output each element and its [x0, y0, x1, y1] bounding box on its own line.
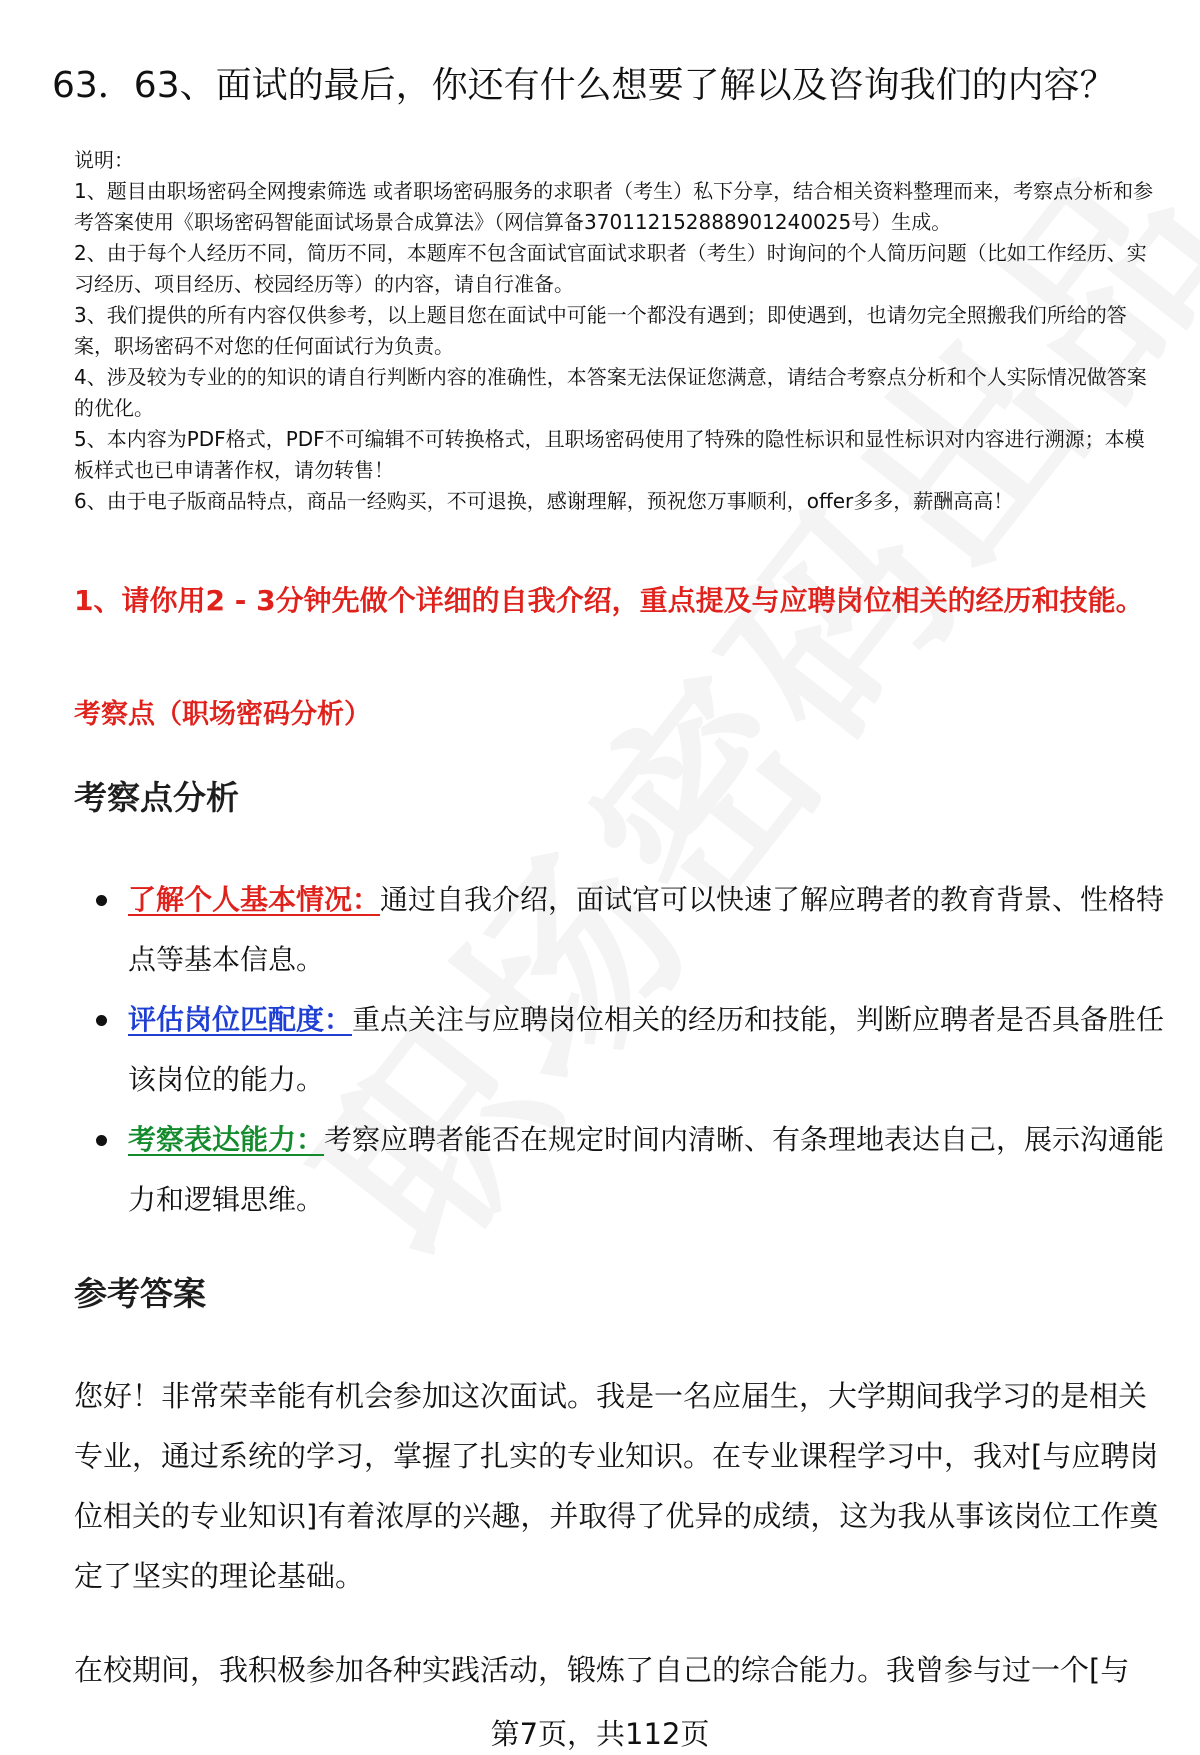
note-item: 1、题目由职场密码全网搜索筛选 或者职场密码服务的求职者（考生）私下分享，结合相关资料整理而来，考察点分析和参考答案使用《职场密码智能面试场景合成算法》（网信算备370112152888901240025号）生成。	[74, 179, 1154, 234]
note-item: 6、由于电子版商品特点，商品一经购买，不可退换，感谢理解，预祝您万事顺利，offer多多，薪酬高高！	[74, 489, 1014, 513]
bullet-dot	[96, 895, 107, 906]
list-item	[96, 870, 1166, 990]
bullet-dot	[96, 1015, 107, 1026]
answer-paragraph: 在校期间，我积极参加各种实践活动，锻炼了自己的综合能力。我曾参与过一个[与	[74, 1653, 1130, 1687]
question-title: 1、请你用2 - 3分钟先做个详细的自我介绍，重点提及与应聘岗位相关的经历和技能。	[74, 584, 1144, 617]
note-item: 4、涉及较为专业的的知识的请自行判断内容的准确性，本答案无法保证您满意，请结合考察点分析和个人实际情况做答案的优化。	[74, 365, 1147, 420]
note-item: 3、我们提供的所有内容仅供参考，以上题目您在面试中可能一个都没有遇到；即使遇到，也请勿完全照搬我们所给的答案，职场密码不对您的任何面试行为负责。	[74, 303, 1127, 358]
bullet-keyword: 了解个人基本情况：	[128, 883, 381, 916]
analysis-list	[96, 870, 1166, 1230]
bullet-keyword: 评估岗位匹配度：	[128, 1003, 353, 1036]
bullet-dot	[96, 1135, 107, 1146]
answer-heading: 参考答案	[74, 1274, 206, 1313]
answer-paragraph: 您好！非常荣幸能有机会参加这次面试。我是一名应届生，大学期间我学习的是相关专业，通过系统的学习，掌握了扎实的专业知识。在专业课程学习中，我对[与应聘岗位相关的专业知识]有着浓厚的兴趣，并取得了优异的成绩，这为我从事该岗位工作奠定了坚实的理论基础。	[74, 1379, 1159, 1593]
bullet-keyword: 考察表达能力：	[128, 1123, 325, 1156]
note-item: 5、本内容为PDF格式，PDF不可编辑不可转换格式，且职场密码使用了特殊的隐性标识和显性标识对内容进行溯源；本模板样式也已申请著作权，请勿转售！	[74, 427, 1145, 482]
examination-point-label: 考察点（职场密码分析）	[74, 699, 371, 730]
list-item	[96, 990, 1166, 1110]
notes-block	[74, 145, 1164, 517]
notes-heading: 说明：	[74, 148, 134, 172]
answer-body	[74, 1366, 1164, 1734]
bullet-text: 重点关注与应聘岗位相关的经历和技能，判断应聘者是否具备胜任该岗位的能力。	[128, 1003, 1165, 1096]
page-title: 63．63、面试的最后，你还有什么想要了解以及咨询我们的内容？	[52, 65, 1116, 106]
analysis-heading: 考察点分析	[74, 778, 239, 817]
page-footer: 第7页，共112页	[490, 1717, 710, 1751]
bullet-text: 通过自我介绍，面试官可以快速了解应聘者的教育背景、性格特点等基本信息。	[128, 883, 1165, 976]
note-item: 2、由于每个人经历不同，简历不同，本题库不包含面试官面试求职者（考生）时询问的个人简历问题（比如工作经历、实习经历、项目经历、校园经历等）的内容，请自行准备。	[74, 241, 1147, 296]
list-item	[96, 1110, 1166, 1230]
bullet-text: 考察应聘者能否在规定时间内清晰、有条理地表达自己，展示沟通能力和逻辑思维。	[128, 1123, 1165, 1216]
